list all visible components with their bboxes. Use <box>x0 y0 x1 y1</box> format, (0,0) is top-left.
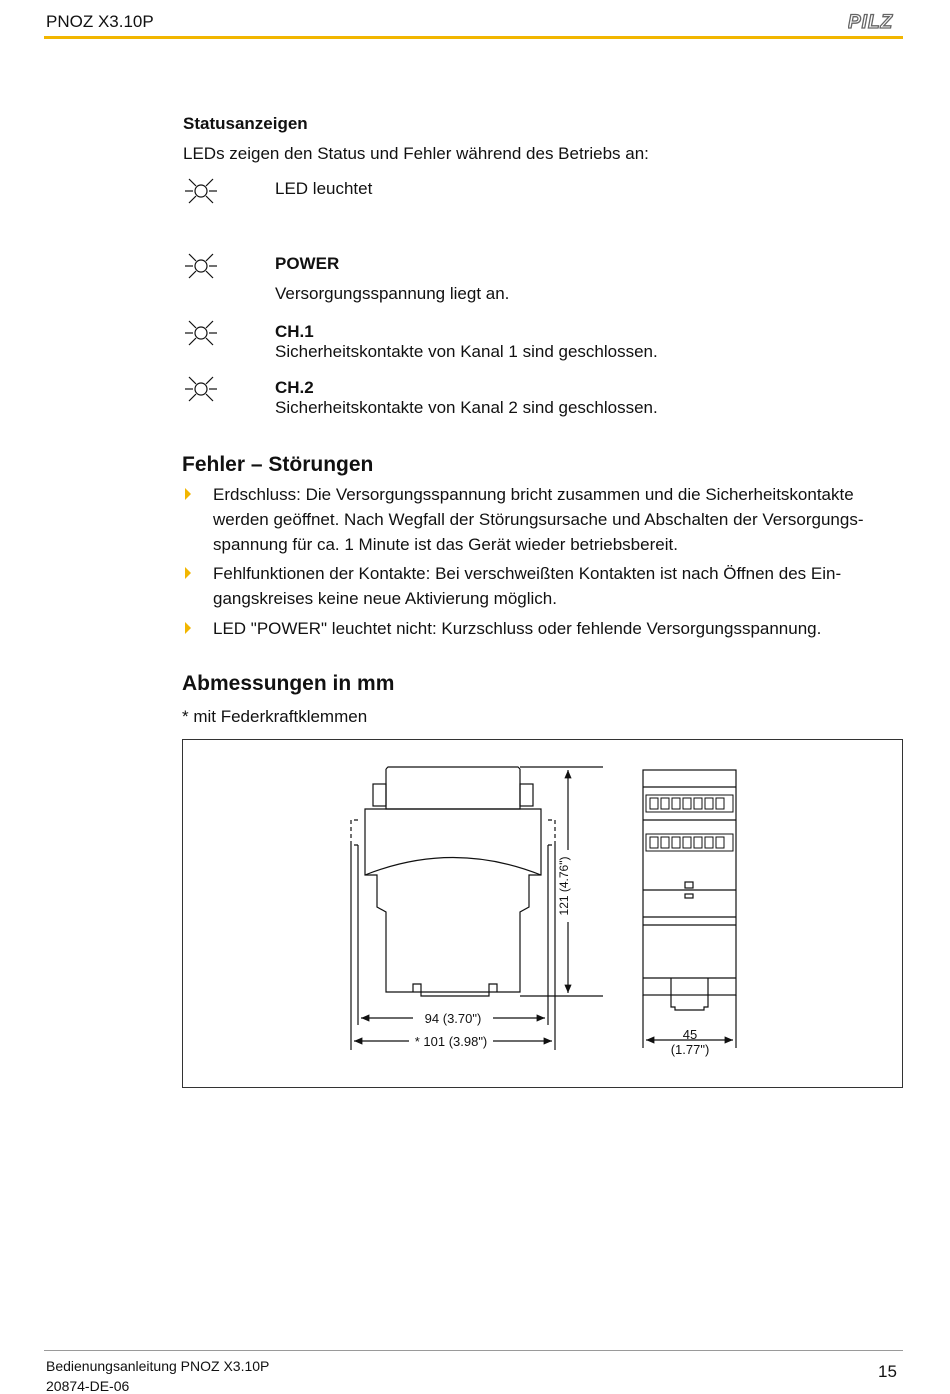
dimensions-heading: Abmessungen in mm <box>182 672 395 695</box>
faults-heading: Fehler – Störungen <box>182 453 374 476</box>
width-label: 94 (3.70") <box>424 1011 482 1026</box>
footer-manual: Bedienungsanleitung PNOZ X3.10P <box>46 1358 270 1374</box>
bullet-arrow-icon <box>184 621 192 635</box>
header-rule <box>44 36 903 39</box>
dimension-drawing-frame <box>182 739 903 1088</box>
bullet-arrow-icon <box>184 566 192 580</box>
led-power-name: POWER <box>275 254 340 273</box>
dimensions-note: * mit Federkraftklemmen <box>182 707 368 726</box>
led-power-icon <box>184 249 218 283</box>
led-on-icon <box>184 174 218 208</box>
terminal-blocks <box>646 795 733 851</box>
fault-3-line-1: LED "POWER" leuchtet nicht: Kurzschluss oder fehlende Versorgungsspannung. <box>213 619 822 638</box>
page-number: 15 <box>878 1362 897 1381</box>
led-ch1-name: CH.1 <box>275 322 314 341</box>
dimension-drawing <box>183 740 902 1087</box>
led-ch2-desc: Sicherheitskontakte von Kanal 2 sind geschlossen. <box>275 398 658 417</box>
footer-rule <box>44 1350 903 1351</box>
fault-1-line-3: spannung für ca. 1 Minute ist das Gerät wieder betriebsbereit. <box>213 535 678 554</box>
status-intro: LEDs zeigen den Status und Fehler während des Betriebs an: <box>183 144 649 163</box>
header-title: PNOZ X3.10P <box>46 12 154 31</box>
logo-text: PILZ <box>848 13 894 31</box>
fault-1-line-1: Erdschluss: Die Versorgungsspannung bricht zusammen und die Sicherheitskontakte <box>213 485 854 504</box>
fault-2-line-2: gangskreises keine neue Aktivierung möglich. <box>213 589 557 608</box>
height-label: 121 (4.76") <box>557 856 571 916</box>
led-ch1-icon <box>184 316 218 350</box>
width-spring-label: * 101 (3.98") <box>414 1034 488 1049</box>
led-ch2-name: CH.2 <box>275 378 314 397</box>
footer-doc-number: 20874-DE-06 <box>46 1378 130 1394</box>
depth-label-value: 45 <box>682 1027 698 1042</box>
depth-label-inch: (1.77") <box>670 1042 710 1057</box>
led-power-desc: Versorgungsspannung liegt an. <box>275 284 510 303</box>
legend-label: LED leuchtet <box>275 179 373 198</box>
fault-1-line-2: werden geöffnet. Nach Wegfall der Störungsursache und Abschalten der Versorgungs- <box>213 510 864 529</box>
pilz-logo-graphic <box>848 13 904 31</box>
led-ch2-icon <box>184 372 218 406</box>
bullet-arrow-icon <box>184 487 192 501</box>
led-ch1-desc: Sicherheitskontakte von Kanal 1 sind geschlossen. <box>275 342 658 361</box>
status-heading: Statusanzeigen <box>183 114 308 133</box>
pilz-logo <box>848 13 904 36</box>
fault-2-line-1: Fehlfunktionen der Kontakte: Bei verschweißten Kontakten ist nach Öffnen des Ein- <box>213 564 842 583</box>
